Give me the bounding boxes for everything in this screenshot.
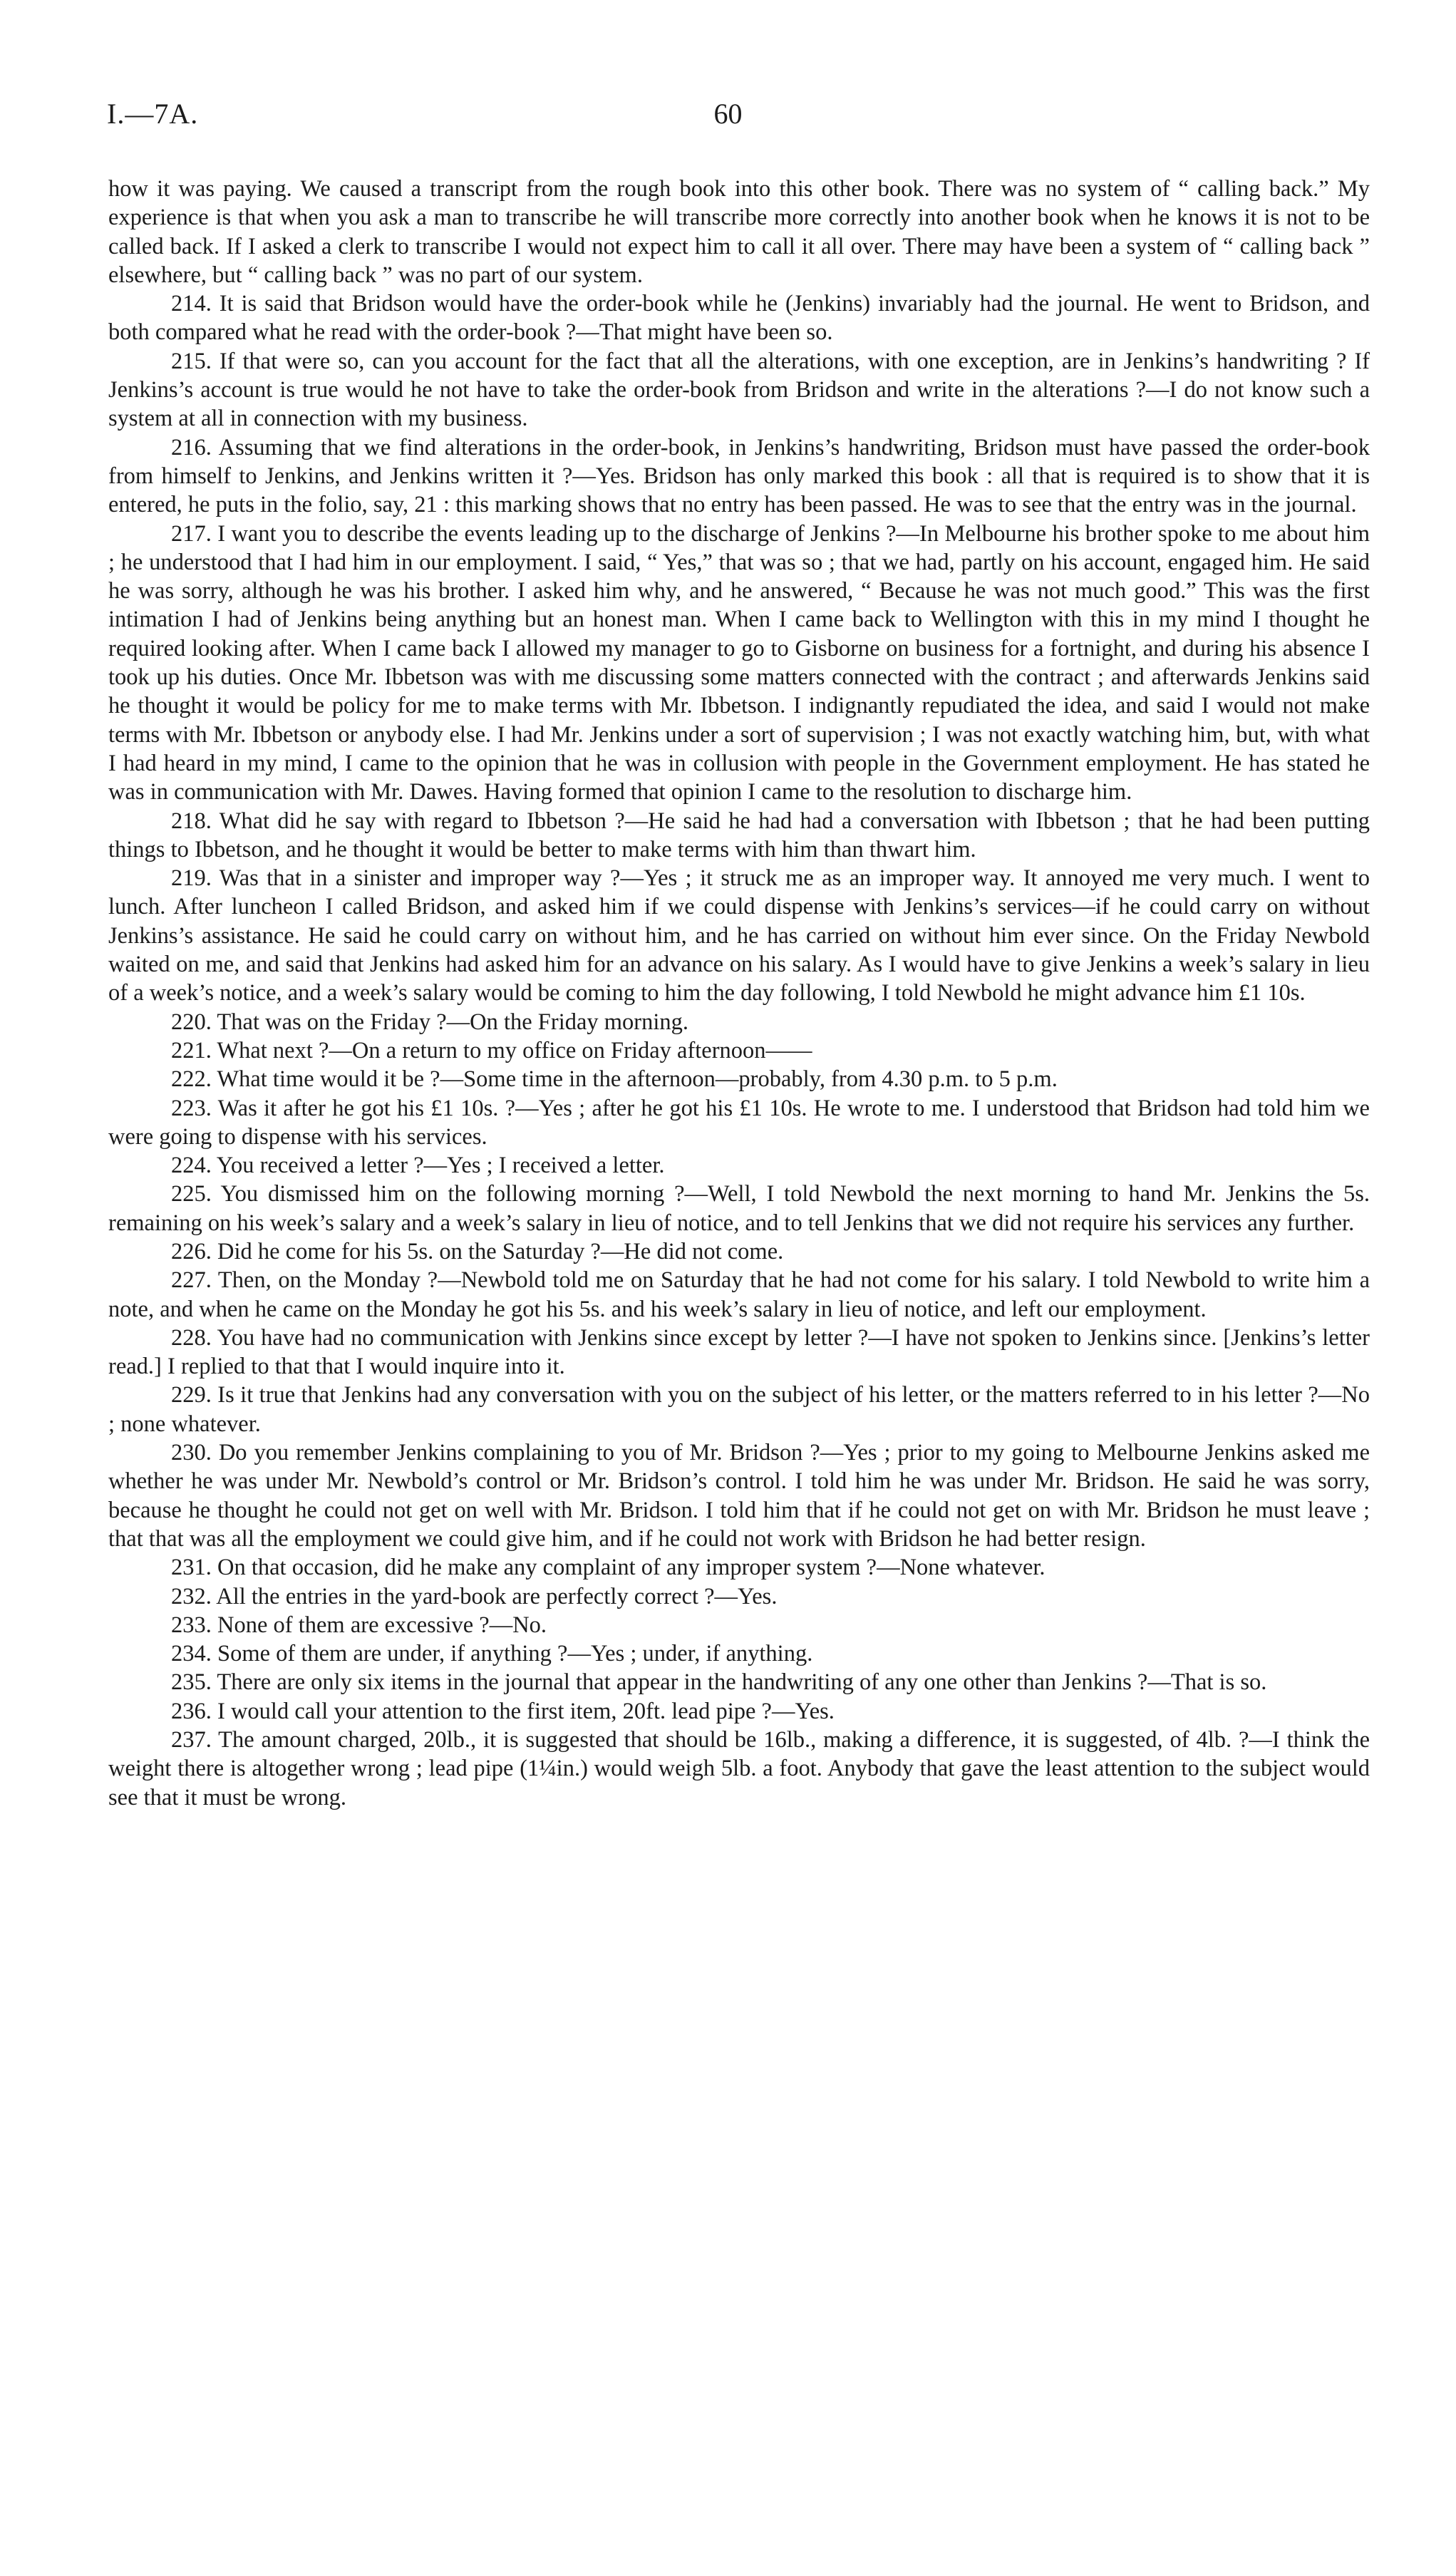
question-text: If that were so, can you account for the fact that all the alterations, with one exception, are in Jenkins’s handwriting ? If Jenkins’s account is true would he not have to take the order-book from Bridson and write in the alterations ?—I do not know such a system at all in connection with my business.: [108, 348, 1370, 432]
question-number: 220.: [171, 1009, 212, 1035]
question-text: I would call your attention to the first item, 20ft. lead pipe ?—Yes.: [217, 1698, 835, 1724]
question-paragraph: [108, 1008, 1370, 1036]
question-text: Did he come for his 5s. on the Saturday ?—He did not come.: [217, 1238, 784, 1264]
question-number: 225.: [171, 1181, 212, 1207]
question-text: You dismissed him on the following morning ?—Well, I told Newbold the next morning to hand Mr. Jenkins the 5s. remaining on his week’s salary and a week’s salary in lieu of notice, and to tell Jenkins that we did not require his services any further.: [108, 1181, 1370, 1236]
question-paragraph: [108, 1726, 1370, 1812]
question-number: 232.: [171, 1583, 212, 1609]
question-text: None of them are excessive ?—No.: [217, 1612, 547, 1638]
question-number: 216.: [171, 434, 212, 460]
question-text: Is it true that Jenkins had any conversation with you on the subject of his letter, or the matters referred to in his letter ?—No ; none whatever.: [108, 1382, 1370, 1437]
question-number: 223.: [171, 1095, 212, 1121]
question-text: Do you remember Jenkins complaining to you of Mr. Bridson ?—Yes ; prior to my going to Melbourne Jenkins asked me whether he was under Mr. Newbold’s control or Mr. Bridson’s control. I told him he was under Mr. Bridson. He said he was sorry, because he thought he could not get on well with Mr. Bridson. I told him that if he could not get on with Mr. Bridson he must leave ; that that was all the employment we could give him, and if he could not work with Bridson he had better resign.: [108, 1440, 1370, 1552]
question-paragraph: [108, 1438, 1370, 1553]
question-number: 219.: [171, 865, 212, 892]
question-text: Was it after he got his £1 10s. ?—Yes ; after he got his £1 10s. He wrote to me. I understood that Bridson had told him we were going to dispense with his services.: [108, 1095, 1370, 1150]
question-number: 234.: [171, 1641, 212, 1667]
question-text: The amount charged, 20lb., it is suggested that should be 16lb., making a difference, it is suggested, of 4lb. ?—I think the weight there is altogether wrong ; lead pipe (1¼in.) would weigh 5lb. a foot. Anybody that gave the least attention to the subject would see that it must be wrong.: [108, 1727, 1370, 1810]
question-text: You received a letter ?—Yes ; I received a letter.: [216, 1153, 665, 1179]
question-paragraph: [108, 1266, 1370, 1324]
question-paragraph: [108, 1065, 1370, 1093]
question-paragraph: [108, 175, 1370, 289]
question-number: 237.: [171, 1727, 212, 1753]
question-paragraph: [108, 1094, 1370, 1152]
document-reference: I.—7A.: [107, 98, 199, 130]
question-paragraph: [108, 1180, 1370, 1237]
page-header: [0, 97, 1456, 140]
question-paragraph: [108, 1668, 1370, 1696]
question-paragraph: [108, 1639, 1370, 1668]
question-number: 221.: [171, 1037, 212, 1063]
question-paragraph: [108, 1611, 1370, 1639]
question-paragraph: [108, 347, 1370, 433]
question-paragraph: [108, 1237, 1370, 1266]
question-text: Was that in a sinister and improper way ?—Yes ; it struck me as an improper way. It annoyed me very much. I went to lunch. After luncheon I called Bridson, and asked him if we could dispense with Jenkins’s services—if he could carry on without Jenkins’s assistance. He said he could carry on without him, and he has carried on without him ever since. On the Friday Newbold waited on me, and said that Jenkins had asked him for an advance on his salary. As I would have to give Jenkins a week’s salary in lieu of a week’s notice, and a week’s salary would be coming to him the day following, I told Newbold he might advance him £1 10s.: [108, 865, 1370, 1006]
question-text: On that occasion, did he make any complaint of any improper system ?—None whatever.: [217, 1555, 1045, 1581]
question-text: All the entries in the yard-book are perfectly correct ?—Yes.: [216, 1583, 778, 1609]
question-paragraph: [108, 1582, 1370, 1611]
question-paragraph: [108, 1381, 1370, 1438]
question-text: There are only six items in the journal that appear in the handwriting of any one other than Jenkins ?—That is so.: [217, 1669, 1267, 1696]
question-text: It is said that Bridson would have the order-book while he (Jenkins) invariably had the journal. He went to Bridson, and both compared what he read with the order-book ?—That might have been so.: [108, 291, 1370, 346]
question-number: 226.: [171, 1238, 212, 1264]
question-paragraph: [108, 864, 1370, 1007]
question-number: 231.: [171, 1555, 212, 1581]
question-paragraph: [108, 1697, 1370, 1726]
question-text: Some of them are under, if anything ?—Yes ; under, if anything.: [217, 1641, 813, 1667]
question-number: 222.: [171, 1066, 212, 1093]
question-number: 218.: [171, 808, 212, 834]
question-number: 236.: [171, 1698, 212, 1724]
question-paragraph: [108, 289, 1370, 347]
question-paragraph: [108, 520, 1370, 807]
question-text: What next ?—On a return to my office on Friday afternoon——: [217, 1037, 812, 1063]
question-text: That was on the Friday ?—On the Friday morning.: [217, 1009, 689, 1035]
question-number: 217.: [171, 520, 212, 547]
question-text: What time would it be ?—Some time in the afternoon—probably, from 4.30 p.m. to 5 p.m.: [217, 1066, 1058, 1093]
question-text: Assuming that we find alterations in the order-book, in Jenkins’s handwriting, Bridson must have passed the order-book from himself to Jenkins, and Jenkins written it ?—Yes. Bridson has only marked this book : all that is required is to show that it is entered, he puts in the folio, say, 21 : this marking shows that no entry has been passed. He was to see that the entry was in the journal.: [108, 434, 1370, 518]
question-number: 227.: [171, 1267, 212, 1294]
document-body: [108, 175, 1370, 1812]
question-paragraph: [108, 1036, 1370, 1065]
question-text: Then, on the Monday ?—Newbold told me on Saturday that he had not come for his salary. I told Newbold to write him a note, and when he came on the Monday he got his 5s. and his week’s salary in lieu of notice, and left our employment.: [108, 1267, 1370, 1322]
question-text: I want you to describe the events leading up to the discharge of Jenkins ?—In Melbourne his brother spoke to me about him ; he understood that I had him in our employment. I said, “ Yes,” that was so ; that we had, partly on his account, engaged him. He said he was sorry, although he was his brother. I asked him why, and he answered, “ Because he was not much good.” This was the first intimation I had of Jenkins being anything but an honest man. When I came back to Wellington with this in my mind I thought he required looking after. When I came back I allowed my manager to go to Gisborne on business for a fortnight, and during his absence I took up his duties. Once Mr. Ibbetson was with me discussing some matters connected with the contract ; and afterwards Jenkins said he thought it would be policy for me to make terms with Mr. Ibbetson. I indignantly repudiated the idea, and said I would not make terms with Mr. Ibbetson or anybody else. I had Mr. Jenkins under a sort of supervision ; I was not exactly watching him, but, with what I had heard in my mind, I came to the opinion that he was in collusion with people in the Government employment. He has stated he was in communication with Mr. Dawes. Having formed that opinion I came to the resolution to discharge him.: [108, 520, 1370, 805]
question-text: how it was paying. We caused a transcript from the rough book into this other book. There was no system of “ calling back.” My experience is that when you ask a man to transcribe he will transcribe more correctly into another book when he knows it is not to be called back. If I asked a clerk to transcribe I would not expect him to call it all over. There may have been a system of “ calling back ” elsewhere, but “ calling back ” was no part of our system.: [108, 176, 1370, 288]
question-paragraph: [108, 1324, 1370, 1381]
page-number: 60: [713, 98, 743, 130]
question-number: 233.: [171, 1612, 212, 1638]
question-number: 228.: [171, 1324, 212, 1351]
question-number: 235.: [171, 1669, 212, 1696]
question-paragraph: [108, 1553, 1370, 1582]
question-number: 229.: [171, 1382, 212, 1408]
question-number: 224.: [171, 1153, 212, 1179]
question-paragraph: [108, 1151, 1370, 1180]
question-number: 214.: [171, 291, 212, 317]
question-text: You have had no communication with Jenkins since except by letter ?—I have not spoken to Jenkins since. [Jenkins’s letter read.] I replied to that that I would inquire into it.: [108, 1324, 1370, 1380]
question-paragraph: [108, 433, 1370, 520]
question-number: 215.: [171, 348, 212, 374]
question-text: What did he say with regard to Ibbetson ?—He said he had had a conversation with Ibbetson ; that he had been putting things to Ibbetson, and he thought it would be better to make terms with him than thwart him.: [108, 808, 1370, 862]
question-number: 230.: [171, 1440, 212, 1466]
question-paragraph: [108, 807, 1370, 865]
